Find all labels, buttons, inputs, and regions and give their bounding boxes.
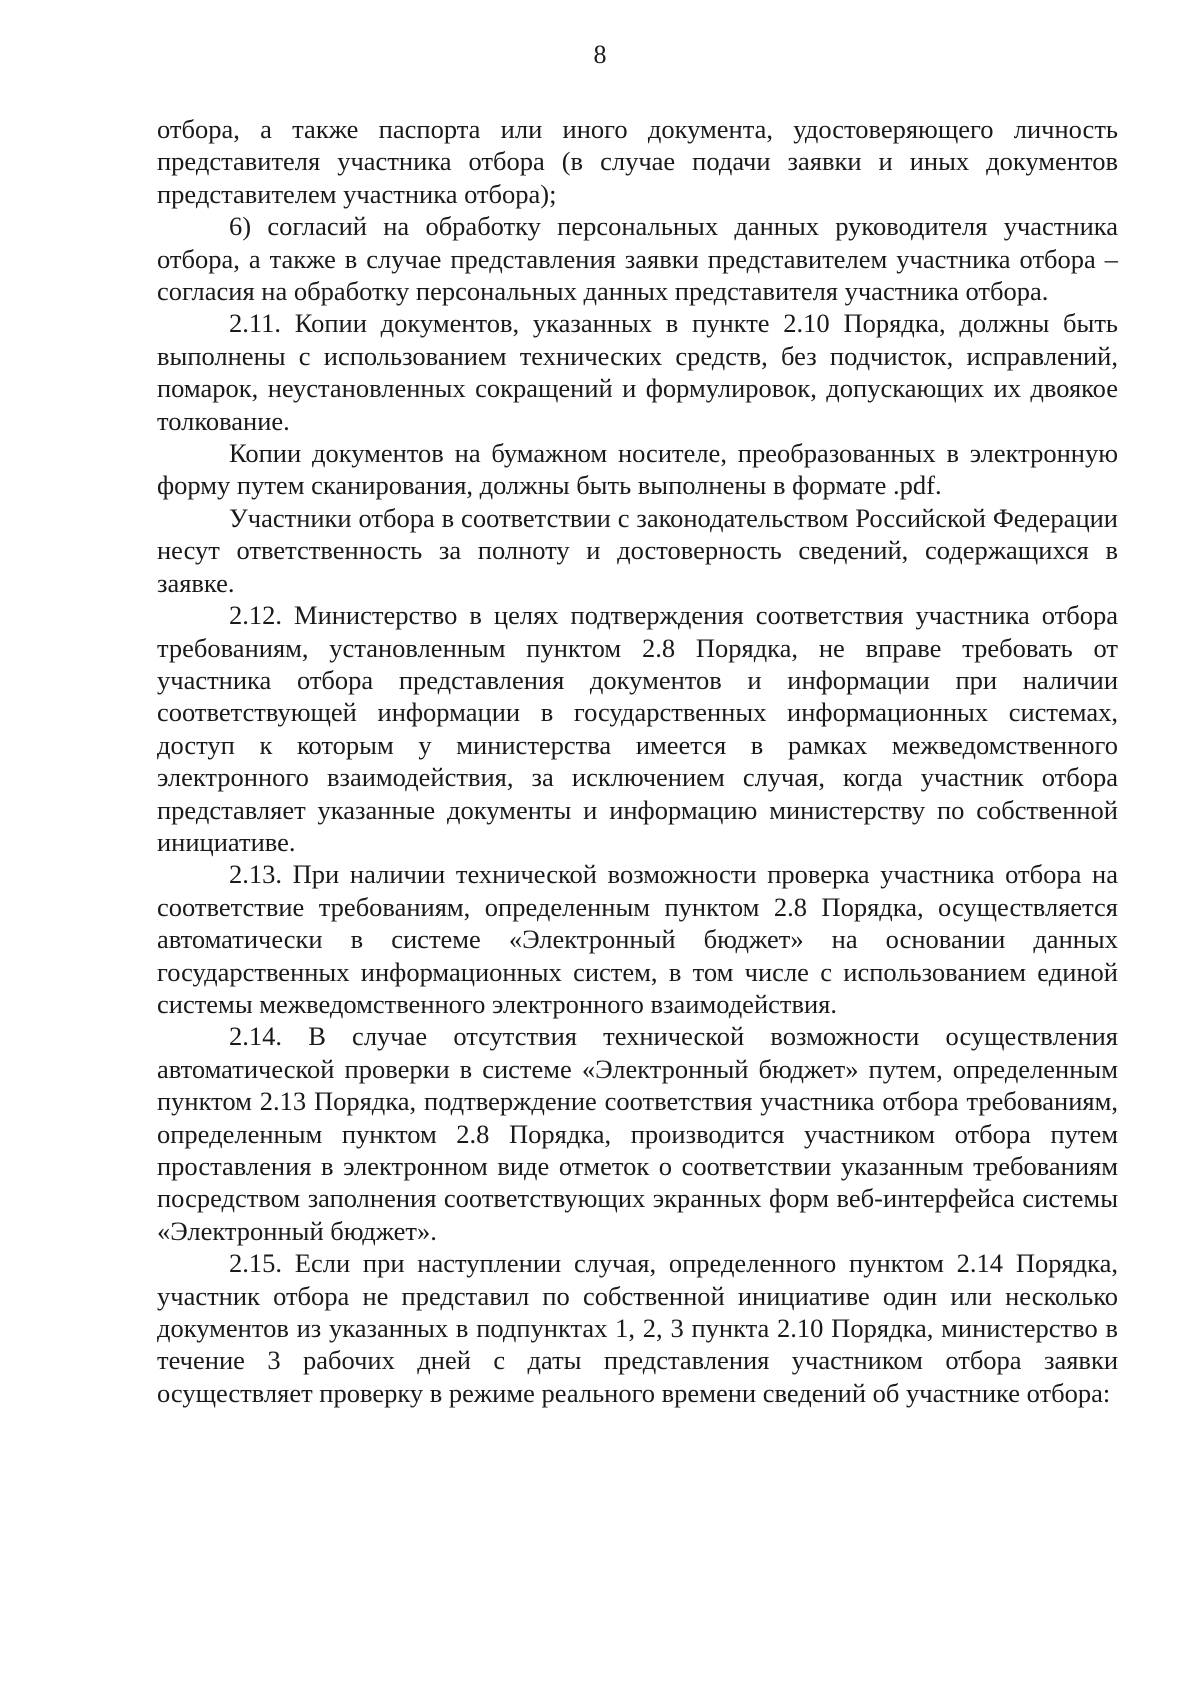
document-body (157, 113, 1118, 1409)
paragraph-2-14-manual-confirmation: 2.14. В случае отсутствия технической возможности осуществления автоматической проверки в системе «Электронный бюджет» путем, определенным пунктом 2.13 Порядка, подтверждение соответствия участника отбора требованиям, определенным пунктом 2.8 Порядка, производится участником отбора путем проставления в электронном виде отметок о соответствии указанным требованиям посредством заполнения соответствующих экранных форм веб-интерфейса системы «Электронный бюджет». (157, 1021, 1118, 1246)
paragraph-2-13-automatic-check: 2.13. При наличии технической возможности проверка участника отбора на соответствие требованиям, определенным пунктом 2.8 Порядка, осуществляется автоматически в системе «Электронный бюджет» на основании данных государственных информационных систем, в том числе с использованием единой системы межведомственного электронного взаимодействия. (157, 859, 1118, 1019)
paragraph-2-12-ministry: 2.12. Министерство в целях подтверждения соответствия участника отбора требованиям, установленным пунктом 2.8 Порядка, не вправе требовать от участника отбора представления документов и информации при наличии соответствующей информации в государственных информационных системах, доступ к которым у министерства имеется в рамках межведомственного электронного взаимодействия, за исключением случая, когда участник отбора представляет указанные документы и информацию министерству по собственной инициативе. (157, 600, 1118, 857)
paragraph-scanned-copies: Копии документов на бумажном носителе, преобразованных в электронную форму путем сканирования, должны быть выполнены в формате .pdf. (157, 438, 1118, 501)
paragraph-item-6-consents: 6) согласий на обработку персональных данных руководителя участника отбора, а также в случае представления заявки представителем участника отбора – согласия на обработку персональных данных представителя участника отбора. (157, 211, 1118, 307)
page-number: 8 (593, 40, 607, 69)
paragraph-2-11-copies: 2.11. Копии документов, указанных в пункте 2.10 Порядка, должны быть выполнены с использованием технических средств, без подчисток, исправлений, помарок, неустановленных сокращений и формулировок, допускающих их двоякое толкование. (157, 308, 1118, 436)
paragraph-passport-continuation: отбора, а также паспорта или иного документа, удостоверяющего личность представителя участника отбора (в случае подачи заявки и иных документов представителем участника отбора); (157, 114, 1118, 209)
paragraph-2-15-verification: 2.15. Если при наступлении случая, определенного пунктом 2.14 Порядка, участник отбора не представил по собственной инициативе один или несколько документов из указанных в подпунктах 1, 2, 3 пункта 2.10 Порядка, министерство в течение 3 рабочих дней с даты представления участником отбора заявки осуществляет проверку в режиме реального времени сведений об участнике отбора: (157, 1248, 1118, 1408)
paragraph-participant-responsibility: Участники отбора в соответствии с законодательством Российской Федерации несут ответственность за полноту и достоверность сведений, содержащихся в заявке. (157, 502, 1118, 598)
